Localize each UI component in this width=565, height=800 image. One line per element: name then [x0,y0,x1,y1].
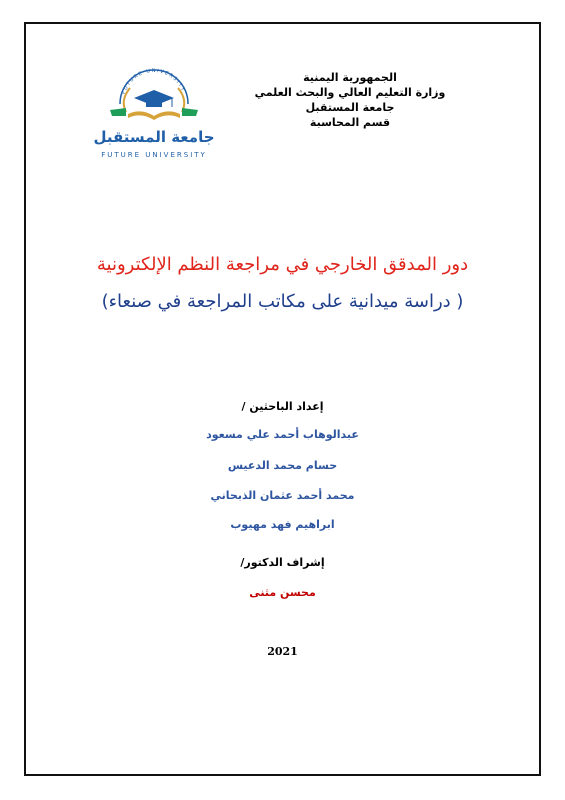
research-title: دور المدقق الخارجي في مراجعة النظم الإلكترونية [96,254,469,275]
supervision-label: إشراف الدكتور/ [240,556,325,569]
header-university: جامعة المستقبل [305,101,395,114]
researcher-name: عبدالوهاب أحمد علي مسعود [206,428,359,441]
supervisor-name: محسن مثنى [249,586,316,599]
researcher-name: ابراهيم فهد مهيوب [230,518,335,531]
institution-header [235,70,465,130]
university-logo [90,62,218,162]
header-ministry: وزارة التعليم العالي والبحث العلمي [254,86,446,99]
researcher-name: محمد أحمد عثمان الذبحاني [210,489,355,502]
logo-arabic-name: جامعة المستقبل [93,128,215,146]
header-department: قسم المحاسبة [309,116,391,129]
year: 2021 [267,645,298,658]
researcher-name: حسام محمد الدعيس [227,459,338,472]
research-subtitle: ( دراسة ميدانية على مكاتب المراجعة في صنعاء) [101,291,464,312]
researchers-label: إعداد الباحثين / [241,400,324,413]
university-logo-graphic [90,62,218,162]
logo-english-name: FUTURE UNIVERSITY [101,151,207,159]
logo-ring-text: FUTURE UNIVERSITY [121,67,187,96]
header-country: الجمهورية اليمنية [303,71,397,84]
